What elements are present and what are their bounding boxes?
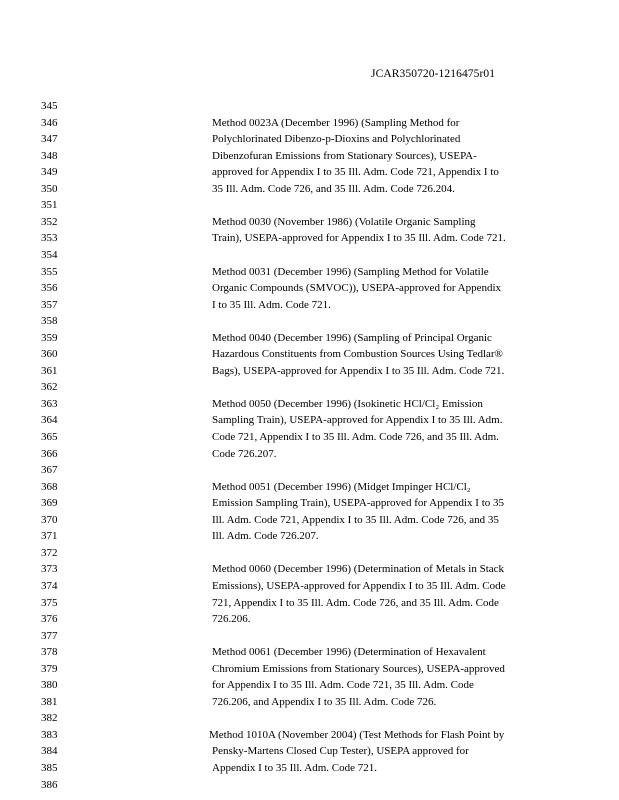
line-number: 348: [41, 150, 58, 162]
line-number: 361: [41, 365, 58, 377]
line-text: Emission Sampling Train), USEPA-approved for Appendix I to 35: [212, 497, 505, 509]
line-text: Method 0050 (December 1996) (Isokinetic HCl/Cl₂ Emission: [212, 398, 483, 410]
line-text: Method 0051 (December 1996) (Midget Impinger HCl/Cl₂: [212, 481, 471, 493]
line-number: 349: [41, 166, 58, 178]
line-number: 360: [41, 348, 58, 360]
line-number: 353: [41, 232, 58, 244]
line-text: Dibenzofuran Emissions from Stationary Sources), USEPA-: [212, 150, 477, 162]
line-number: 350: [41, 183, 58, 195]
line-text: Method 0031 (December 1996) (Sampling Method for Volatile: [212, 266, 489, 278]
line-text: Code 721, Appendix I to 35 Ill. Adm. Code 726, and 35 Ill. Adm.: [212, 431, 499, 443]
line-text: Ill. Adm. Code 726.207.: [212, 530, 319, 542]
line-number: 352: [41, 216, 58, 228]
line-number: 373: [41, 563, 58, 575]
line-text: Method 0030 (November 1986) (Volatile Organic Sampling: [212, 216, 476, 228]
line-number: 354: [41, 249, 58, 261]
line-text: 35 Ill. Adm. Code 726, and 35 Ill. Adm. Code 726.204.: [212, 183, 455, 195]
line-text: 726.206, and Appendix I to 35 Ill. Adm. Code 726.: [212, 696, 437, 708]
line-number: 368: [41, 481, 58, 493]
line-text: Method 0040 (December 1996) (Sampling of Principal Organic: [212, 332, 492, 344]
line-text: Hazardous Constituents from Combustion Sources Using Tedlar®: [212, 348, 503, 360]
line-text: Ill. Adm. Code 721, Appendix I to 35 Ill. Adm. Code 726, and 35: [212, 514, 499, 526]
line-number: 386: [41, 779, 58, 791]
line-number: 364: [41, 414, 58, 426]
line-number: 358: [41, 315, 58, 327]
line-text: Method 1010A (November 2004) (Test Methods for Flash Point by: [209, 729, 505, 741]
line-number: 357: [41, 299, 58, 311]
line-number: 369: [41, 497, 58, 509]
line-text: Appendix I to 35 Ill. Adm. Code 721.: [212, 762, 377, 774]
line-text: Sampling Train), USEPA-approved for Appendix I to 35 Ill. Adm.: [212, 414, 503, 426]
line-text: 721, Appendix I to 35 Ill. Adm. Code 726, and 35 Ill. Adm. Code: [212, 597, 499, 609]
line-text: Bags), USEPA-approved for Appendix I to 35 Ill. Adm. Code 721.: [212, 365, 505, 377]
line-text: Method 0060 (December 1996) (Determination of Metals in Stack: [212, 563, 505, 575]
line-text: Organic Compounds (SMVOC)), USEPA-approved for Appendix: [212, 282, 502, 294]
line-number: 367: [41, 464, 58, 476]
line-text: for Appendix I to 35 Ill. Adm. Code 721, 35 Ill. Adm. Code: [212, 679, 474, 691]
line-number: 384: [41, 745, 58, 757]
line-number: 356: [41, 282, 58, 294]
line-number: 379: [41, 663, 58, 675]
line-number: 381: [41, 696, 58, 708]
line-text: Pensky-Martens Closed Cup Tester), USEPA approved for: [212, 745, 469, 757]
line-number: 351: [41, 199, 58, 211]
line-text: approved for Appendix I to 35 Ill. Adm. Code 721, Appendix I to: [212, 166, 499, 178]
line-text: Code 726.207.: [212, 448, 277, 460]
line-text: Chromium Emissions from Stationary Sources), USEPA-approved: [212, 663, 505, 675]
line-number: 365: [41, 431, 58, 443]
line-number: 359: [41, 332, 58, 344]
line-number: 346: [41, 117, 58, 129]
document-header-id: JCAR350720-1216475r01: [371, 68, 496, 80]
line-text: Polychlorinated Dibenzo-p-Dioxins and Polychlorinated: [212, 133, 461, 145]
line-number: 383: [41, 729, 58, 741]
line-text: 726.206.: [212, 613, 251, 625]
line-text: Method 0061 (December 1996) (Determination of Hexavalent: [212, 646, 486, 658]
line-text: Emissions), USEPA-approved for Appendix I to 35 Ill. Adm. Code: [212, 580, 506, 592]
line-text: I to 35 Ill. Adm. Code 721.: [212, 299, 331, 311]
line-number: 370: [41, 514, 58, 526]
line-number: 380: [41, 679, 58, 691]
line-number: 355: [41, 266, 58, 278]
line-number: 385: [41, 762, 58, 774]
line-number: 382: [41, 712, 58, 724]
line-number: 376: [41, 613, 58, 625]
line-number: 345: [41, 100, 58, 112]
line-number: 363: [41, 398, 58, 410]
line-number: 347: [41, 133, 58, 145]
line-number: 374: [41, 580, 58, 592]
line-number: 377: [41, 630, 58, 642]
line-text: Train), USEPA-approved for Appendix I to 35 Ill. Adm. Code 721.: [212, 232, 506, 244]
line-text: Method 0023A (December 1996) (Sampling Method for: [212, 117, 460, 129]
line-number: 371: [41, 530, 58, 542]
line-number: 366: [41, 448, 58, 460]
line-number: 372: [41, 547, 58, 559]
line-number: 378: [41, 646, 58, 658]
line-number: 375: [41, 597, 58, 609]
line-number: 362: [41, 381, 58, 393]
